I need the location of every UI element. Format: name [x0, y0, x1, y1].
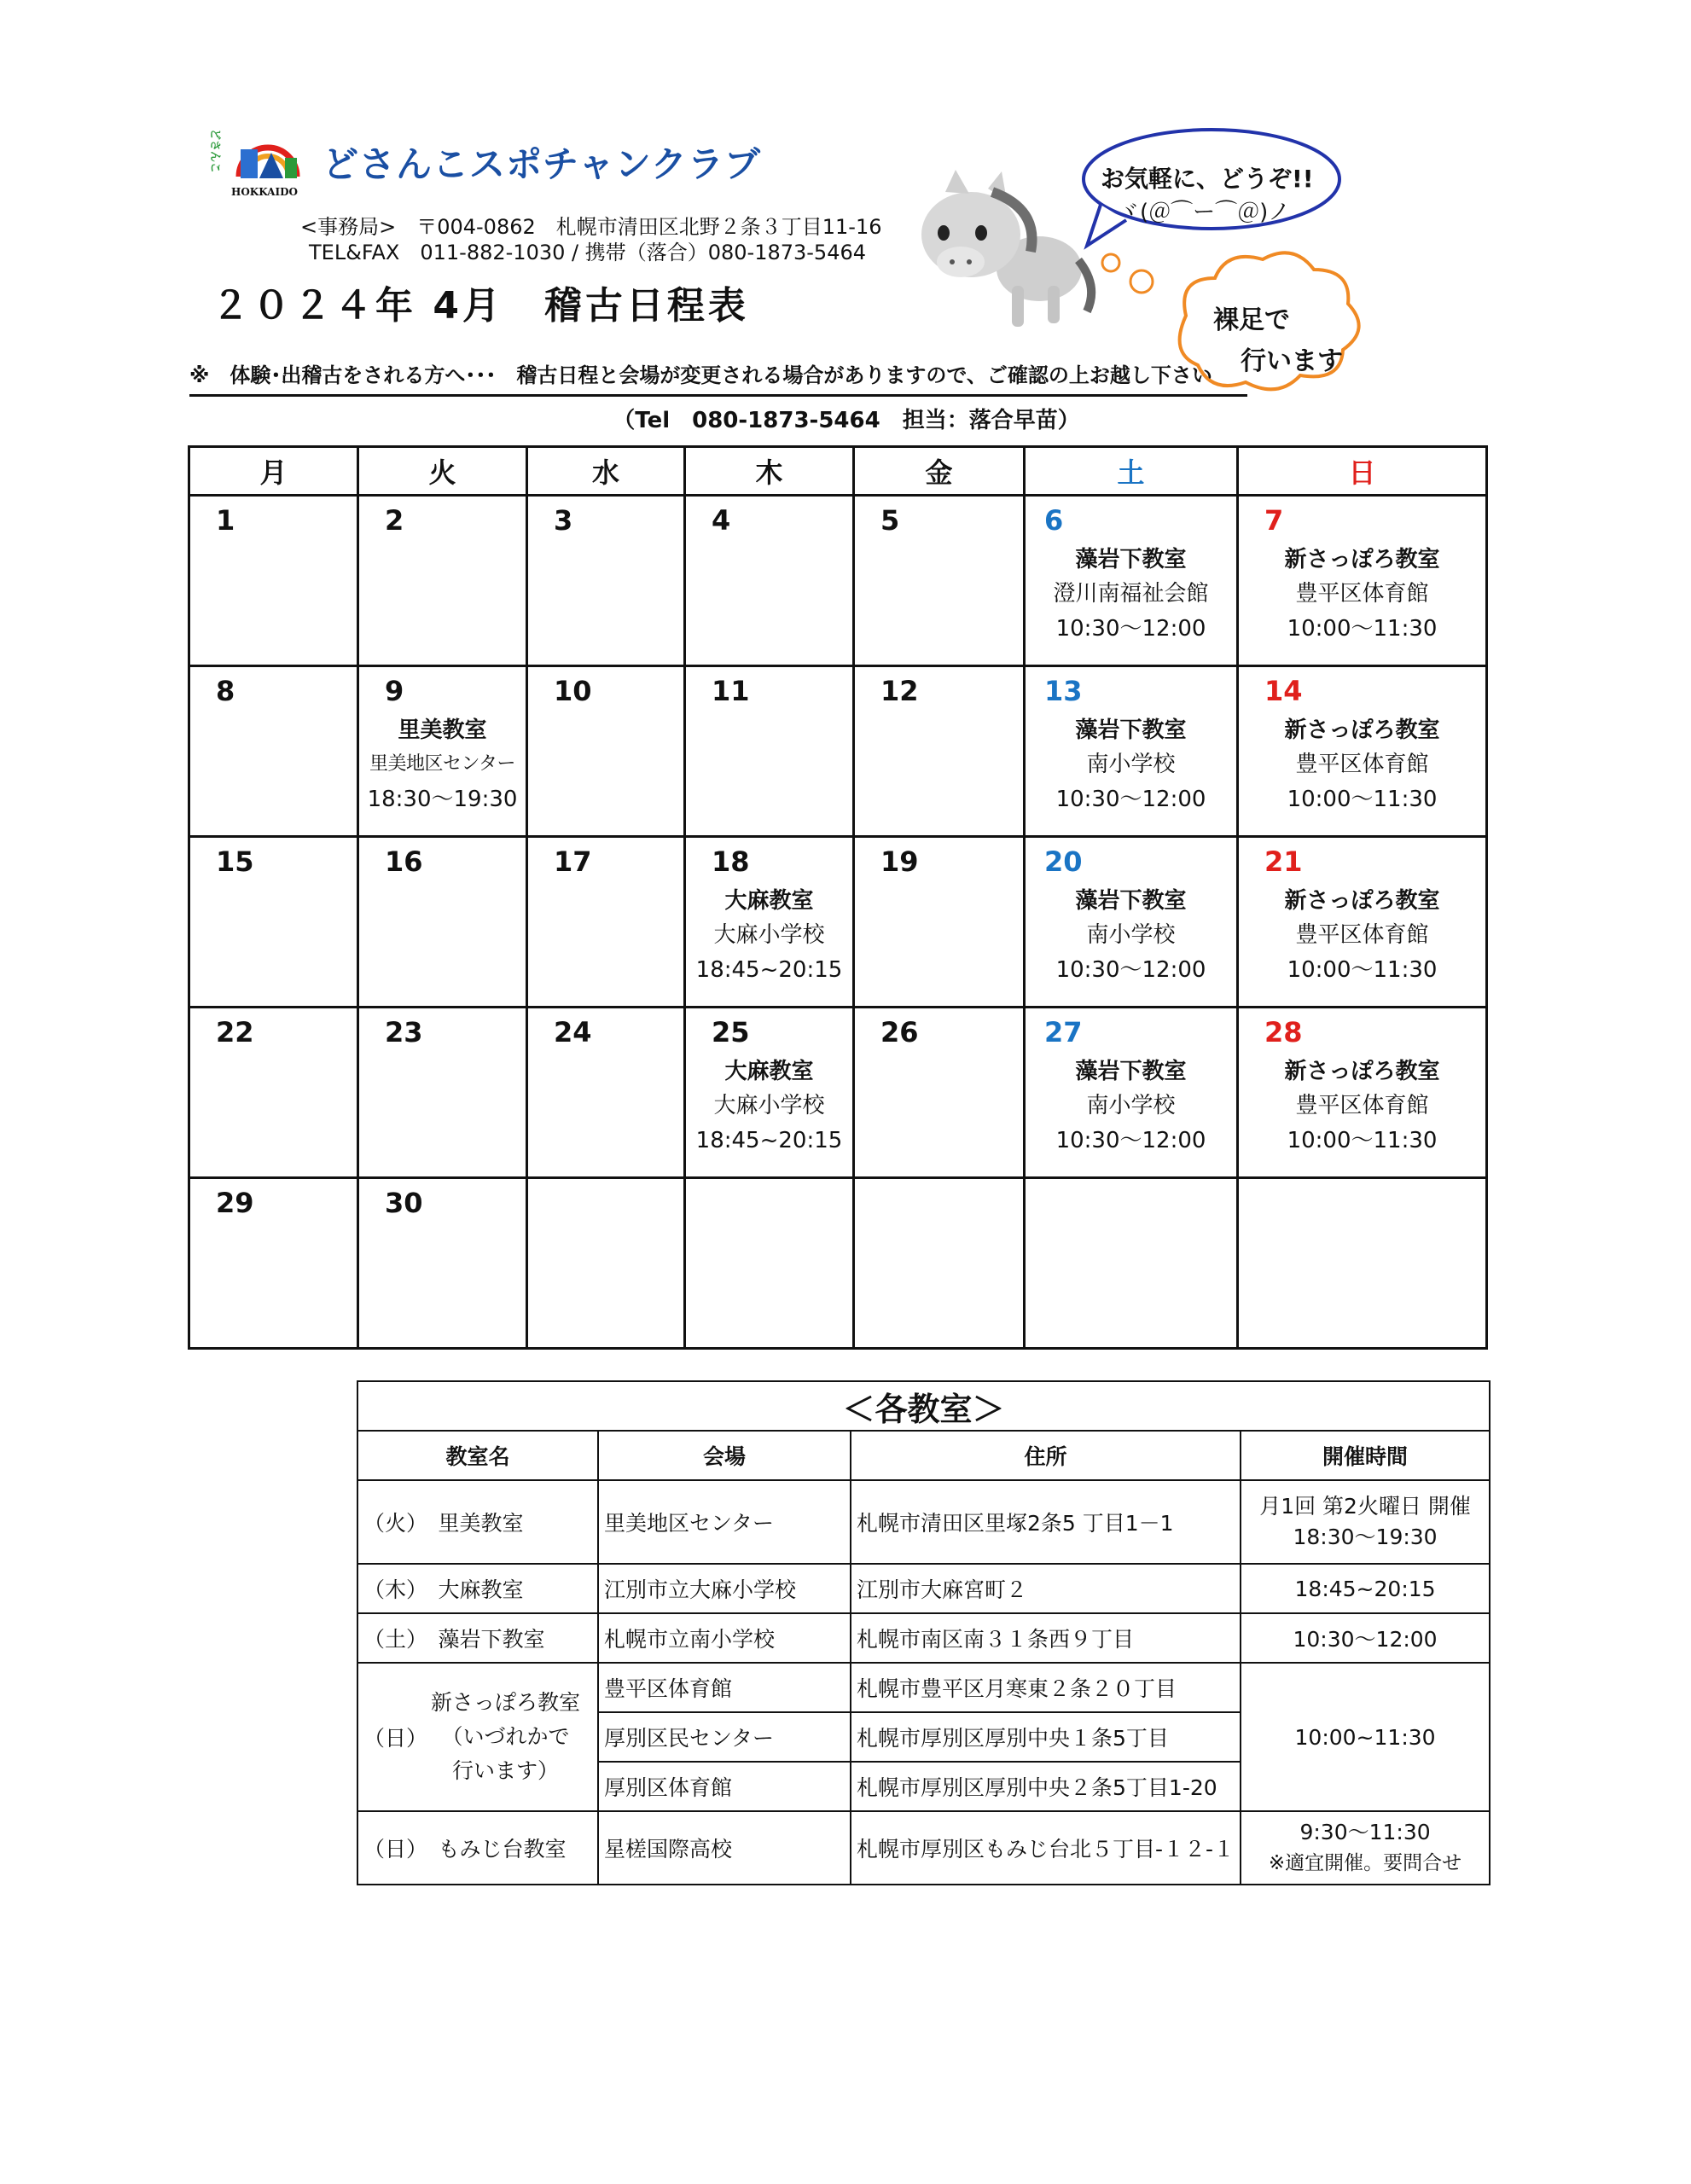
class-name: （日） もみじ台教室 — [357, 1811, 598, 1885]
calendar-day-cell — [1238, 1178, 1487, 1349]
calendar-week-row — [189, 837, 1487, 1008]
calendar-week-row — [189, 1008, 1487, 1178]
venue: 江別市立大麻小学校 — [598, 1564, 851, 1613]
event-class-name: 新さっぽろ教室 — [1284, 1059, 1440, 1084]
event-class-name: 大麻教室 — [724, 1059, 814, 1084]
class-name: （火） 里美教室 — [357, 1480, 598, 1564]
day-number: 23 — [385, 1016, 423, 1048]
event-venue: 豊平区体育館 — [1295, 752, 1429, 777]
event-venue: 大麻小学校 — [713, 922, 825, 948]
header-time: 開催時間 — [1241, 1431, 1490, 1480]
event-venue: 豊平区体育館 — [1295, 922, 1429, 948]
event-time: 10:30～12:00 — [1055, 616, 1206, 642]
event-venue: 里美地区センター — [369, 753, 516, 775]
event-venue: 南小学校 — [1086, 1093, 1176, 1118]
schedule-time: 18:45~20:15 — [1241, 1564, 1490, 1613]
day-number: 20 — [1044, 845, 1083, 878]
day-number: 11 — [712, 675, 750, 707]
event-class-name: 里美教室 — [398, 717, 487, 743]
classroom-table-caption: ＜各教室＞ — [357, 1381, 1490, 1431]
event-venue: 豊平区体育館 — [1295, 581, 1429, 607]
day-number: 16 — [385, 845, 423, 878]
calendar-day-cell — [1238, 837, 1487, 1008]
address: 札幌市南区南３１条西９丁目 — [851, 1613, 1241, 1663]
calendar-day-cell — [358, 1008, 527, 1178]
day-number: 28 — [1264, 1016, 1303, 1048]
event-class-name: 新さっぽろ教室 — [1284, 888, 1440, 914]
calendar-week-row — [189, 1178, 1487, 1349]
weekday-wed: 水 — [527, 447, 685, 496]
day-number — [855, 1179, 1023, 1220]
bubble-message: お気軽に、どうぞ!! — [1101, 165, 1314, 193]
calendar-event — [1239, 884, 1485, 988]
event-class-name: 新さっぽろ教室 — [1284, 547, 1440, 572]
calendar-day-cell — [1025, 1178, 1238, 1349]
logo-text: HOKKAIDO — [231, 186, 298, 198]
weekday-sat: 土 — [1025, 447, 1238, 496]
calendar-day-cell — [1025, 496, 1238, 666]
event-time: 18:45~20:15 — [695, 1128, 843, 1153]
calendar-day-cell — [189, 496, 358, 666]
event-venue: 豊平区体育館 — [1295, 1093, 1429, 1118]
calendar-day-cell — [527, 1178, 685, 1349]
classroom-header-row — [357, 1431, 1490, 1480]
club-name: どさんこスポチャンクラブ — [323, 143, 761, 185]
schedule-time — [1241, 1811, 1490, 1885]
calendar-day-cell — [527, 1008, 685, 1178]
calendar-day-cell — [189, 1008, 358, 1178]
day-number: 18 — [712, 845, 750, 878]
weekday-thu: 木 — [685, 447, 854, 496]
schedule-time — [1241, 1480, 1490, 1564]
event-class-name: 藻岩下教室 — [1075, 717, 1187, 743]
calendar-day-cell — [854, 496, 1025, 666]
calendar-event — [686, 1054, 852, 1159]
calendar-week-row — [189, 666, 1487, 837]
calendar-day-cell — [1238, 496, 1487, 666]
day-number: 6 — [1044, 504, 1064, 537]
schedule-time: 10:30～12:00 — [1241, 1613, 1490, 1663]
day-number: 19 — [880, 845, 919, 878]
calendar-day-cell — [854, 1008, 1025, 1178]
calendar-day-cell — [685, 837, 854, 1008]
day-number: 29 — [216, 1187, 254, 1219]
calendar-day-cell — [1025, 1008, 1238, 1178]
venue: 星槎国際高校 — [598, 1811, 851, 1885]
weekday-header-row — [189, 447, 1487, 496]
bubble-emoticon: ヾ(＠⌒ー⌒＠)ノ — [1118, 200, 1291, 225]
cloud-message-line-2: 行います — [1241, 346, 1343, 376]
table-row — [357, 1613, 1490, 1663]
calendar-day-cell — [854, 837, 1025, 1008]
day-number — [686, 1179, 852, 1220]
event-time: 10:30～12:00 — [1055, 787, 1206, 812]
calendar-event — [1239, 1054, 1485, 1159]
event-class-name: 大麻教室 — [724, 888, 814, 914]
day-number: 27 — [1044, 1016, 1083, 1048]
day-number: 14 — [1264, 675, 1303, 707]
event-time: 10:30～12:00 — [1055, 957, 1206, 983]
calendar-event — [1026, 1054, 1236, 1159]
day-number — [1239, 1179, 1485, 1220]
contact-line: （Tel 080-1873-5464 担当：落合早苗） — [613, 408, 1080, 433]
calendar-week-row — [189, 496, 1487, 666]
event-venue: 南小学校 — [1086, 752, 1176, 777]
calendar-day-cell — [685, 1008, 854, 1178]
club-logo — [208, 124, 310, 200]
weekday-tue: 火 — [358, 447, 527, 496]
day-number: 26 — [880, 1016, 919, 1048]
calendar-day-cell — [1238, 1008, 1487, 1178]
event-time: 10:00～11:30 — [1287, 787, 1438, 812]
address: 札幌市厚別区もみじ台北５丁目-１２-１ — [851, 1811, 1241, 1885]
page-title: ２０２４年 4月 稽古日程表 — [212, 284, 749, 328]
calendar-day-cell — [527, 496, 685, 666]
calendar-day-cell — [527, 837, 685, 1008]
weekday-sun: 日 — [1238, 447, 1487, 496]
day-number: 7 — [1264, 504, 1284, 537]
schedule-time-line-2: 18:30～19:30 — [1293, 1525, 1438, 1549]
schedule-time-line-1: 月1回 第2火曜日 開催 — [1259, 1494, 1471, 1519]
calendar-day-cell — [189, 837, 358, 1008]
address: 江別市大麻宮町２ — [851, 1564, 1241, 1613]
venue: 札幌市立南小学校 — [598, 1613, 851, 1663]
day-number: 10 — [554, 675, 592, 707]
calendar-day-cell — [854, 1178, 1025, 1349]
event-time: 10:00～11:30 — [1287, 957, 1438, 983]
schedule-calendar — [188, 445, 1488, 1350]
day-number: 12 — [880, 675, 919, 707]
classroom-table — [357, 1380, 1491, 1885]
event-class-name: 新さっぽろ教室 — [1284, 717, 1440, 743]
calendar-day-cell — [527, 666, 685, 837]
calendar-event — [1239, 713, 1485, 817]
class-name-line-1: 新さっぽろ教室 — [431, 1690, 581, 1715]
calendar-day-cell — [1238, 666, 1487, 837]
calendar-day-cell — [854, 666, 1025, 837]
event-time: 18:45~20:15 — [695, 957, 843, 983]
event-time: 10:00～11:30 — [1287, 616, 1438, 642]
calendar-day-cell — [1025, 837, 1238, 1008]
class-name: （木） 大麻教室 — [357, 1564, 598, 1613]
address: 札幌市清田区里塚2条5 丁目1－1 — [851, 1480, 1241, 1564]
event-class-name: 藻岩下教室 — [1075, 547, 1187, 572]
address: 札幌市厚別区厚別中央１条5丁目 — [851, 1712, 1241, 1762]
visitor-notice: ※ 体験･出稽古をされる方へ･･･ 稽古日程と会場が変更される場合がありますので、ご確認の上お越し下さい — [189, 358, 1247, 397]
calendar-day-cell — [358, 666, 527, 837]
calendar-event — [1026, 884, 1236, 988]
event-venue: 澄川南福祉会館 — [1053, 581, 1209, 607]
day-number: 21 — [1264, 845, 1303, 878]
header-class-name: 教室名 — [357, 1431, 598, 1480]
address: 札幌市厚別区厚別中央２条5丁目1-20 — [851, 1762, 1241, 1811]
schedule-time-line-1: 9:30～11:30 — [1299, 1820, 1431, 1844]
day-number: 17 — [554, 845, 592, 878]
schedule-time: 10:00~11:30 — [1241, 1663, 1490, 1811]
calendar-event — [686, 884, 852, 988]
address: 札幌市豊平区月寒東２条２０丁目 — [851, 1663, 1241, 1712]
day-number: 2 — [385, 504, 404, 537]
header-address: 住所 — [851, 1431, 1241, 1480]
event-class-name: 藻岩下教室 — [1075, 888, 1187, 914]
day-number: 24 — [554, 1016, 592, 1048]
venue: 厚別区民センター — [598, 1712, 851, 1762]
calendar-event — [1026, 543, 1236, 647]
class-name-line-2: （いづれかで — [441, 1724, 570, 1749]
day-number: 30 — [385, 1187, 423, 1219]
day-number: 1 — [216, 504, 235, 537]
calendar-day-cell — [685, 666, 854, 837]
cloud-message-line-1: 裸足で — [1213, 305, 1290, 335]
class-name: （土） 藻岩下教室 — [357, 1613, 598, 1663]
day-number: 5 — [880, 504, 900, 537]
calendar-day-cell — [685, 496, 854, 666]
event-time: 10:30～12:00 — [1055, 1128, 1206, 1153]
day-number: 25 — [712, 1016, 750, 1048]
office-phone: TEL&FAX 011-882-1030 / 携帯（落合）080-1873-5464 — [309, 241, 867, 264]
venue: 厚別区体育館 — [598, 1762, 851, 1811]
calendar-day-cell — [358, 837, 527, 1008]
office-address: <事務局> 〒004-0862 札幌市清田区北野２条３丁目11-16 — [300, 215, 882, 239]
table-row — [357, 1564, 1490, 1613]
day-number — [1026, 1179, 1236, 1220]
event-venue: 南小学校 — [1086, 922, 1176, 948]
class-name — [357, 1663, 598, 1811]
calendar-day-cell — [358, 496, 527, 666]
day-number: 9 — [385, 675, 404, 707]
event-venue: 大麻小学校 — [713, 1093, 825, 1118]
day-number: 15 — [216, 845, 254, 878]
class-day: （日） — [363, 1726, 428, 1751]
calendar-event — [1239, 543, 1485, 647]
calendar-day-cell — [189, 1178, 358, 1349]
logo-side-text: どさんこ — [208, 129, 221, 174]
table-row — [357, 1663, 1490, 1712]
venue: 豊平区体育館 — [598, 1663, 851, 1712]
calendar-day-cell — [1025, 666, 1238, 837]
table-row — [357, 1811, 1490, 1885]
calendar-event — [359, 713, 526, 817]
calendar-day-cell — [685, 1178, 854, 1349]
calendar-day-cell — [358, 1178, 527, 1349]
calendar-event — [1026, 713, 1236, 817]
header-venue: 会場 — [598, 1431, 851, 1480]
day-number: 3 — [554, 504, 573, 537]
calendar-day-cell — [189, 666, 358, 837]
table-row — [357, 1480, 1490, 1564]
day-number — [528, 1179, 683, 1220]
day-number: 8 — [216, 675, 235, 707]
event-time: 18:30～19:30 — [367, 787, 518, 812]
venue: 里美地区センター — [598, 1480, 851, 1564]
weekday-mon: 月 — [189, 447, 358, 496]
day-number: 4 — [712, 504, 731, 537]
weekday-fri: 金 — [854, 447, 1025, 496]
class-name-line-3: 行います） — [452, 1758, 560, 1783]
event-class-name: 藻岩下教室 — [1075, 1059, 1187, 1084]
day-number: 22 — [216, 1016, 254, 1048]
schedule-time-line-2: ※適宜開催。要問合せ — [1268, 1852, 1462, 1874]
day-number: 13 — [1044, 675, 1083, 707]
event-time: 10:00～11:30 — [1287, 1128, 1438, 1153]
